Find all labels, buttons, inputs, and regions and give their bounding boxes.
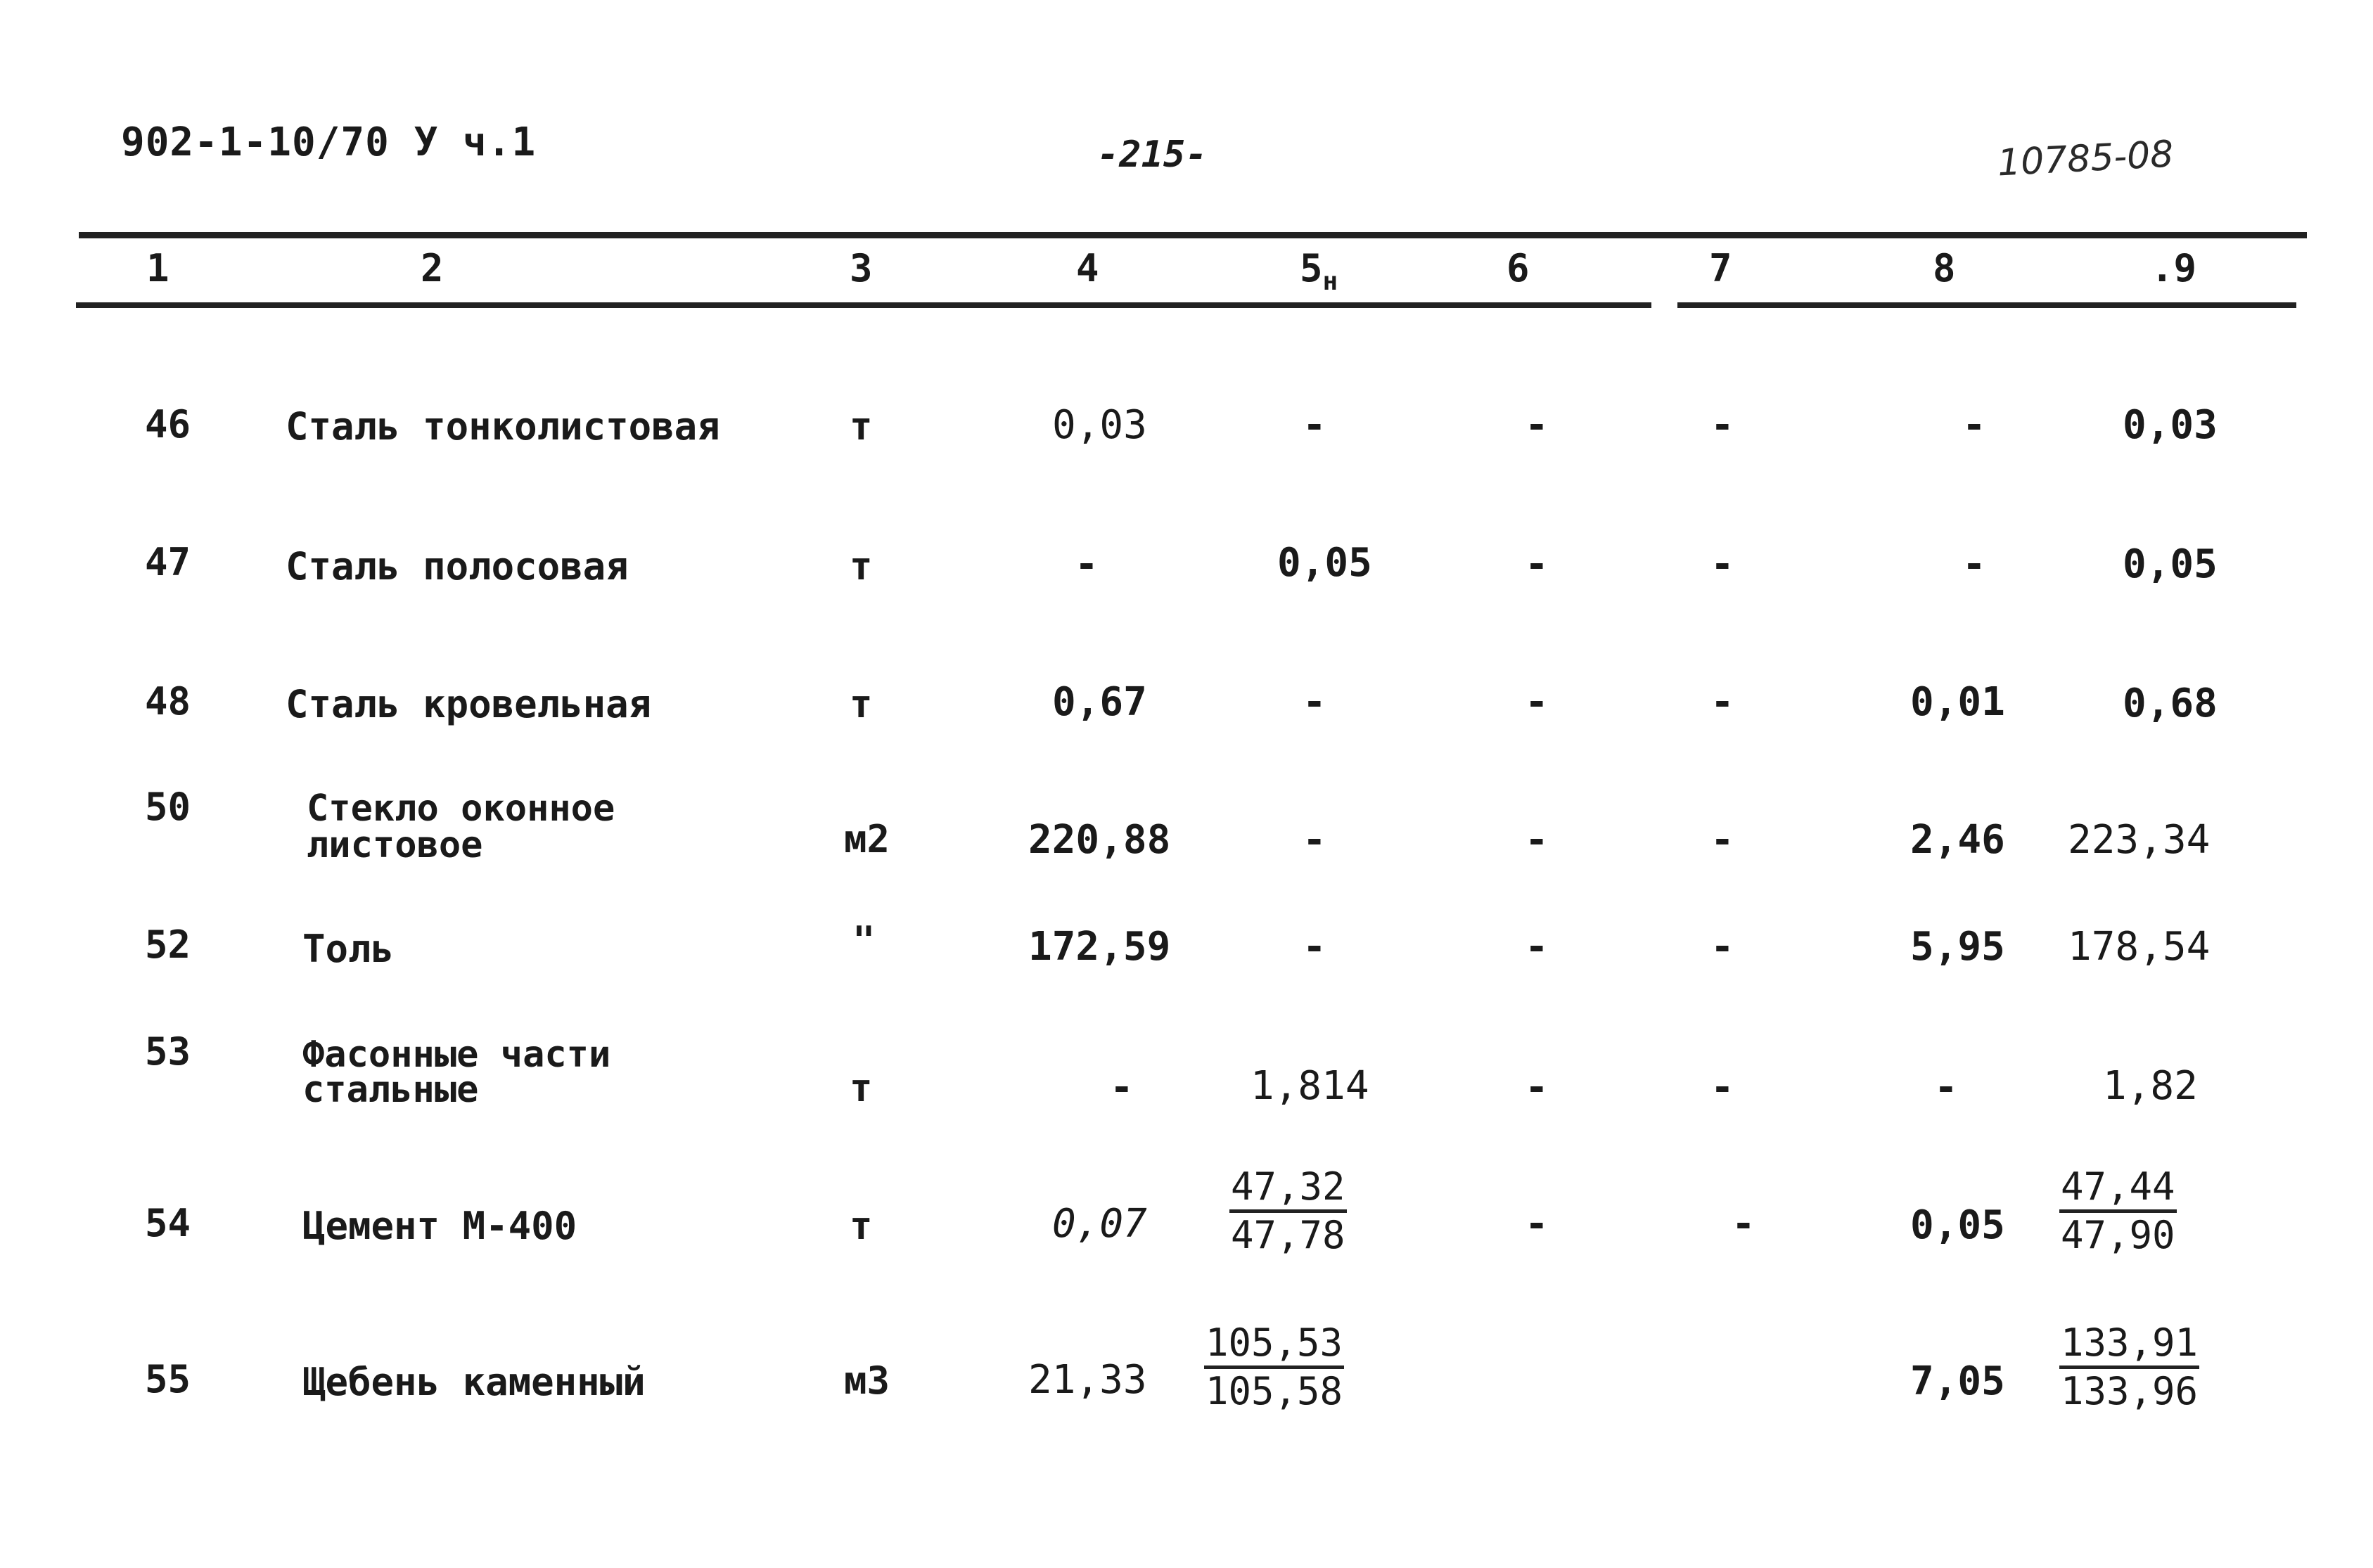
row-52-unit: " (852, 918, 876, 963)
column-header-8: 8 (1933, 246, 1956, 290)
row-54-col5-fraction (1229, 1166, 1347, 1257)
row-53-col4: - (1110, 1065, 1134, 1110)
column-header-4: 4 (1076, 246, 1099, 290)
row-54-col4: 0,07 (1052, 1201, 1147, 1247)
row-48-col5: - (1303, 679, 1326, 725)
row-52-name: Толь (302, 927, 395, 971)
row-46-number: 46 (145, 402, 191, 446)
row-52-number: 52 (145, 923, 191, 967)
row-54-number: 54 (145, 1201, 191, 1245)
row-52-col4: 172,59 (1028, 924, 1171, 970)
row-54-col5-denominator: 47,78 (1231, 1213, 1345, 1257)
row-55-col9-denominator: 133,96 (2061, 1369, 2199, 1413)
row-47-name: Сталь полосовая (286, 544, 629, 589)
row-46-col5: - (1303, 402, 1326, 448)
row-46-col4: 0,03 (1052, 402, 1147, 448)
row-47-col9: 0,05 (2123, 541, 2218, 587)
row-55-col5-fraction (1204, 1322, 1344, 1413)
row-52-col7: - (1710, 924, 1734, 970)
column-header-3: 3 (850, 246, 873, 290)
row-55-col9-numerator: 133,91 (2059, 1322, 2199, 1369)
row-47-col5: 0,05 (1277, 540, 1372, 586)
table-top-rule (79, 232, 2307, 238)
column-header-2: 2 (421, 246, 444, 290)
row-55-col4: 21,33 (1028, 1357, 1147, 1403)
row-50-name-line2: листовое (307, 824, 483, 866)
row-53-name-line1: Фасонные части (302, 1034, 611, 1076)
row-50-unit: м2 (844, 817, 890, 861)
header-bottom-rule-right (1677, 302, 2296, 308)
row-48-name: Сталь кровельная (286, 682, 652, 726)
row-53-number: 53 (145, 1029, 191, 1074)
row-50-number: 50 (145, 785, 191, 829)
row-46-col6: - (1525, 402, 1549, 448)
row-48-col8: 0,01 (1910, 679, 2005, 725)
row-50-col7: - (1710, 817, 1734, 863)
row-50-col6: - (1525, 817, 1549, 863)
column-header-9: .9 (2151, 246, 2197, 290)
document-code: 902-1-10/70 У ч.1 (121, 120, 537, 165)
row-54-col9-denominator: 47,90 (2061, 1213, 2175, 1257)
row-54-unit: т (850, 1204, 873, 1248)
row-54-col7: - (1732, 1201, 1755, 1247)
row-55-col9-fraction (2059, 1322, 2199, 1413)
row-47-unit: т (850, 544, 873, 589)
row-50-col8: 2,46 (1910, 817, 2005, 863)
row-46-col8: - (1962, 402, 1986, 448)
column-header-1: 1 (146, 246, 170, 290)
row-55-number: 55 (145, 1357, 191, 1401)
row-48-col4: 0,67 (1052, 679, 1147, 725)
column-header-6: 6 (1507, 246, 1530, 290)
header-bottom-rule-left (76, 302, 1651, 308)
column-header-5: $5_н$ (1300, 246, 1338, 296)
row-50-name-line1: Стекло оконное (307, 788, 615, 830)
row-53-col9: 1,82 (2103, 1063, 2198, 1109)
row-54-name: Цемент М-400 (302, 1204, 577, 1248)
row-52-col6: - (1525, 924, 1549, 970)
row-47-number: 47 (145, 540, 191, 584)
row-48-col9: 0,68 (2123, 681, 2218, 726)
row-52-col5: - (1303, 924, 1326, 970)
row-55-col8: 7,05 (1910, 1358, 2005, 1404)
row-46-unit: т (850, 404, 873, 449)
row-52-col8: 5,95 (1910, 924, 2005, 970)
row-55-col5-denominator: 105,58 (1205, 1369, 1343, 1413)
row-55-name: Щебень каменный (302, 1360, 646, 1404)
row-50-col5: - (1303, 817, 1326, 863)
row-46-name: Сталь тонколистовая (286, 404, 720, 449)
row-48-unit: т (850, 682, 873, 726)
row-47-col8: - (1962, 541, 1986, 587)
row-53-col7: - (1710, 1065, 1734, 1110)
row-53-col5: 1,814 (1251, 1063, 1369, 1109)
row-55-col5-numerator: 105,53 (1204, 1322, 1344, 1369)
row-50-col9: 223,34 (2068, 817, 2211, 863)
row-54-col6: - (1525, 1201, 1549, 1247)
page-number: -215- (1097, 134, 1208, 176)
row-48-col6: - (1525, 679, 1549, 725)
row-52-col9: 178,54 (2068, 924, 2211, 970)
row-48-col7: - (1710, 679, 1734, 725)
row-53-col6: - (1525, 1065, 1549, 1110)
row-47-col6: - (1525, 541, 1549, 587)
row-47-col4: - (1075, 541, 1099, 587)
row-46-col9: 0,03 (2123, 402, 2218, 448)
row-54-col5-numerator: 47,32 (1229, 1166, 1347, 1213)
row-53-unit: т (850, 1066, 873, 1110)
row-54-col9-fraction (2059, 1166, 2177, 1257)
row-55-unit: м3 (844, 1358, 890, 1403)
row-50-col4: 220,88 (1028, 817, 1171, 863)
row-48-number: 48 (145, 679, 191, 724)
row-53-name-line2: стальные (302, 1069, 479, 1111)
row-53-col8: - (1934, 1065, 1958, 1110)
column-header-7: 7 (1709, 246, 1732, 290)
row-47-col7: - (1710, 541, 1734, 587)
row-54-col9-numerator: 47,44 (2059, 1166, 2177, 1213)
row-54-col8: 0,05 (1910, 1202, 2005, 1248)
row-46-col7: - (1710, 402, 1734, 448)
archive-number: 10785-08 (1996, 133, 2175, 185)
